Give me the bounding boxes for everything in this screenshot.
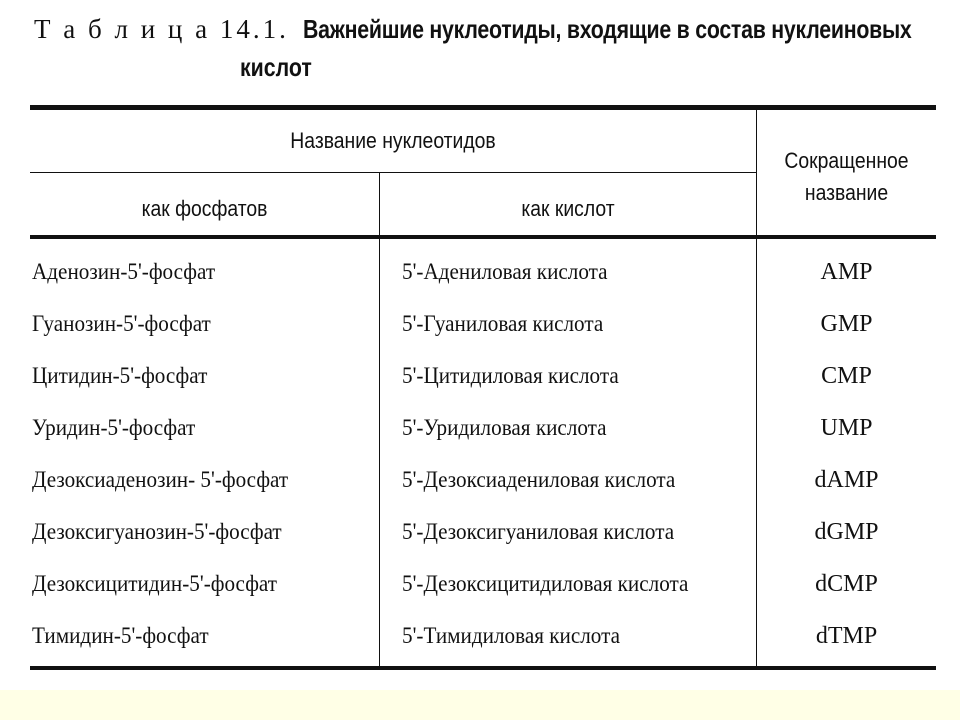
phosphate-name-cell: Уридин-5'-фосфат — [32, 415, 196, 440]
acid-name-cell: 5'-Адениловая кислота — [402, 259, 608, 284]
acid-name-cell: 5'-Цитидиловая кислота — [402, 363, 619, 388]
header-abbreviation-line1: Сокращенное — [784, 148, 909, 173]
table-row — [30, 415, 936, 467]
table-top-rule — [30, 105, 936, 110]
header-bottom-rule — [30, 235, 936, 239]
abbreviation-cell: dAMP — [814, 467, 879, 493]
table-row — [30, 311, 936, 363]
acid-name-cell: 5'-Тимидиловая кислота — [402, 623, 620, 648]
phosphate-name-cell: Дезоксигуанозин-5'-фосфат — [32, 519, 282, 544]
abbreviation-cell: dGMP — [814, 519, 879, 545]
footer-band — [0, 690, 960, 720]
phosphate-name-cell: Аденозин-5'-фосфат — [32, 259, 216, 284]
header-subcolumn-divider — [379, 173, 380, 235]
abbreviation-cell: dTMP — [815, 623, 878, 649]
acid-name-cell: 5'-Уридиловая кислота — [402, 415, 607, 440]
header-nucleotide-names: Название нуклеотидов — [290, 128, 496, 153]
acid-name-cell: 5'-Гуаниловая кислота — [402, 311, 604, 336]
caption-label: Т а б л и ц а 14.1. — [34, 14, 289, 44]
header-abbreviation-line2: название — [804, 180, 889, 205]
table-row — [30, 259, 936, 311]
phosphate-name-cell: Гуанозин-5'-фосфат — [32, 311, 211, 336]
phosphate-name-cell: Дезоксиаденозин- 5'-фосфат — [32, 467, 289, 492]
phosphate-name-cell: Дезоксицитидин-5'-фосфат — [32, 571, 278, 596]
abbreviation-cell: UMP — [820, 415, 873, 441]
caption-title-continued: кислот — [240, 52, 312, 82]
header-as-phosphates: как фосфатов — [141, 196, 268, 221]
abbreviation-cell: CMP — [821, 363, 872, 389]
acid-name-cell: 5'-Дезоксицитидиловая кислота — [402, 571, 689, 596]
table-row — [30, 467, 936, 519]
header-group-divider — [30, 172, 756, 173]
table-row — [30, 571, 936, 623]
acid-name-cell: 5'-Дезоксигуаниловая кислота — [402, 519, 675, 544]
abbreviation-cell: dCMP — [815, 571, 878, 597]
table-row — [30, 363, 936, 415]
caption-title: Важнейшие нуклеотиды, входящие в состав нуклеиновых — [302, 14, 912, 44]
table-row — [30, 519, 936, 571]
phosphate-name-cell: Цитидин-5'-фосфат — [32, 363, 208, 388]
header-as-acids: как кислот — [521, 196, 615, 221]
acid-name-cell: 5'-Дезоксиадениловая кислота — [402, 467, 676, 492]
table-row — [30, 623, 936, 675]
header-abbreviation — [768, 145, 926, 209]
abbreviation-cell: GMP — [820, 311, 873, 337]
abbreviation-cell: AMP — [820, 259, 873, 285]
phosphate-name-cell: Тимидин-5'-фосфат — [32, 623, 209, 648]
table-caption — [34, 14, 934, 82]
